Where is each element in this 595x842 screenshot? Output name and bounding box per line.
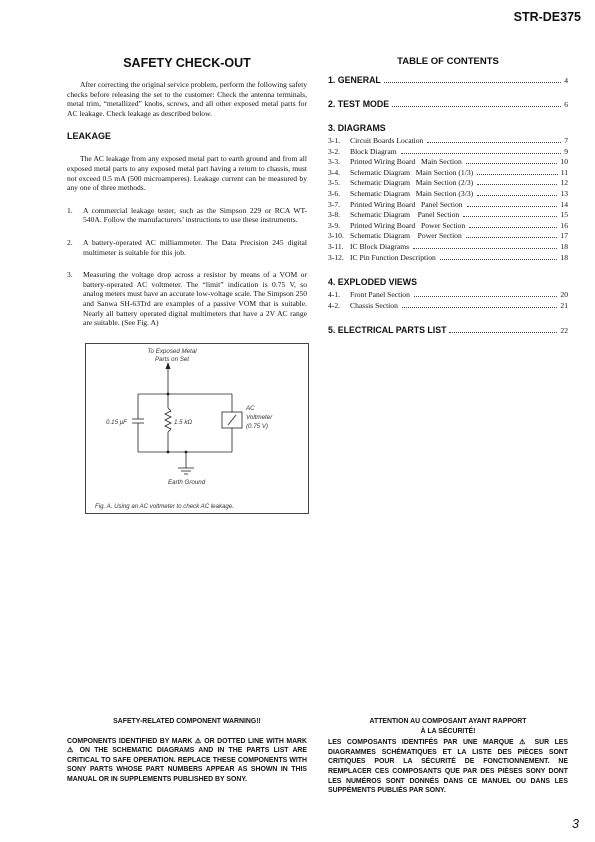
toc-section-exploded-views (328, 277, 568, 287)
toc-page-number: 11 (560, 167, 568, 177)
toc-section-label: 5. ELECTRICAL PARTS LIST (328, 325, 447, 336)
toc-item-number: 3-6. (328, 188, 341, 198)
meter-label-3: (0.75 V) (246, 422, 269, 430)
figure-a-leakage-circuit (85, 343, 309, 514)
toc-section-general[interactable] (328, 75, 568, 85)
toc-page-number: 15 (560, 210, 568, 220)
safety-component-warning-english (67, 717, 307, 785)
toc-item-number: 3-7. (328, 199, 341, 209)
dot-leader (427, 142, 561, 143)
toc-item[interactable] (328, 189, 568, 200)
method-number: 2. (67, 237, 73, 247)
method-item (67, 238, 307, 257)
toc-item-title: Front Panel Section (350, 290, 410, 300)
safety-component-warning-french (328, 717, 568, 796)
toc-item[interactable] (328, 210, 568, 221)
method-item (67, 270, 307, 328)
toc-item[interactable] (328, 168, 568, 179)
method-number: 3. (67, 270, 73, 280)
toc-item-title: Schematic Diagram Main Section (2/3) (350, 178, 474, 188)
toc-item[interactable] (328, 301, 568, 312)
toc-item-title: Printed Wiring Board Main Section (350, 157, 462, 167)
toc-page-number: 7 (564, 136, 568, 145)
toc-item-title: Chassis Section (350, 300, 398, 310)
method-item (67, 206, 307, 225)
toc-page-number: 22 (560, 326, 568, 336)
toc-item[interactable] (328, 200, 568, 211)
toc-item-number: 3-2. (328, 146, 341, 156)
toc-item[interactable] (328, 290, 568, 301)
dot-leader (449, 332, 557, 333)
toc-page-number: 10 (560, 157, 568, 167)
dot-leader (414, 296, 558, 297)
meter-label-2: Voltmeter (246, 413, 273, 421)
toc-page-number: 9 (564, 146, 568, 156)
table-of-contents (328, 56, 568, 335)
toc-page-number: 20 (560, 290, 568, 300)
toc-section-electrical-parts-list[interactable] (328, 325, 568, 335)
method-text: A battery-operated AC milliammeter. The Data Precision 245 digital multimeter is suitable for this job. (83, 237, 307, 257)
toc-item-title: Circuit Boards Location (350, 136, 424, 145)
safety-title: SAFETY CHECK-OUT (123, 56, 251, 70)
toc-page-number: 4 (564, 76, 568, 85)
toc-item-title: Schematic Diagram Main Section (3/3) (350, 188, 474, 198)
dot-leader (440, 259, 558, 260)
toc-item-number: 3-5. (328, 178, 341, 188)
warning-title-line-1: ATTENTION AU COMPOSANT AYANT RAPPORT (369, 718, 527, 725)
toc-item[interactable] (328, 242, 568, 253)
toc-section-diagrams (328, 123, 568, 133)
method-text: Measuring the voltage drop across a resistor by means of a VOM or battery-operated AC voltmeter. The “limit” indication is 0.75 V, so analog meters must have an accurate low-voltage scale. The Simpson 250 and Sanwa SH-63Trd are examples of a passive VOM that is suitable. Nearly all battery operated digital multimeters that have a 2V AC range are suitable. (See Fig. A) (83, 270, 308, 328)
toc-item-title: Printed Wiring Board Power Section (350, 220, 466, 230)
resistor-label: 1.5 kΩ (174, 418, 193, 426)
toc-item-title: Schematic Diagram Main Section (1/3) (350, 167, 474, 177)
toc-item-number: 3-9. (328, 220, 341, 230)
leakage-text: The AC leakage from any exposed metal part to earth ground and from all exposed metal parts to any exposed metal part having a return to chassis, must not exceed 0.5 mA (500 microamperes). Leakage current can be measured by any one of three methods. (67, 154, 307, 193)
toc-item-number: 3-10. (328, 231, 344, 241)
toc-item-number: 3-8. (328, 210, 341, 220)
warning-text: COMPONENTS IDENTIFIED BY MARK ⚠ OR DOTTED LINE WITH MARK ⚠ ON THE SCHEMATIC DIAGRAMS AND IN THE PARTS LIST ARE CRITICAL TO SAFE OPERATION. REPLACE THESE COMPONENTS WITH SONY PARTS WHOSE PART NUMBERS APPEAR AS SHOWN IN THIS MANUAL OR IN SUPPLEMENTS PUBLISHED BY SONY. (67, 737, 307, 783)
leakage-heading: LEAKAGE (67, 131, 112, 142)
dot-leader (477, 195, 557, 196)
method-text: A commercial leakage tester, such as the Simpson 229 or RCA WT-540A. Follow the manufacturers’ instructions to use these instruments. (83, 205, 307, 225)
figure-caption: Fig. A. Using an AC voltmeter to check AC leakage. (95, 502, 234, 510)
capacitor-label: 0.15 μF (106, 418, 127, 426)
safety-checkout-column (67, 56, 307, 514)
toc-item-number: 3-3. (328, 157, 341, 167)
ground-label: Earth Ground (168, 478, 206, 486)
dot-leader (469, 227, 557, 228)
dot-leader (467, 206, 558, 207)
toc-page-number: 21 (560, 300, 568, 310)
warning-title: SAFETY-RELATED COMPONENT WARNING!! (113, 718, 261, 725)
safety-intro: After correcting the original service problem, perform the following safety checks before releasing the set to the customer: Check the antenna terminals, metal trim, “metallized” knobs, screws, and all other exposed metal parts for AC leakage. Check leakage as described below. (67, 80, 307, 118)
toc-item-title: Block Diagram (350, 146, 397, 156)
method-number: 1. (67, 205, 73, 215)
warning-title-line-2: À LA SÉCURITÉ! (420, 727, 476, 735)
toc-section-label: 2. TEST MODE (328, 99, 390, 109)
dot-leader (463, 216, 557, 217)
toc-item[interactable] (328, 221, 568, 232)
toc-item-number: 3-11. (328, 241, 344, 251)
dot-leader (477, 174, 558, 175)
dot-leader (466, 237, 558, 238)
meter-label-1: AC (246, 404, 255, 412)
toc-section-test-mode[interactable] (328, 99, 568, 109)
toc-title: TABLE OF CONTENTS (397, 56, 499, 67)
leakage-circuit-diagram (86, 344, 308, 513)
toc-item-number: 4-1. (328, 290, 341, 300)
figure-label-top-1: To Exposed Metal (147, 347, 197, 355)
toc-page-number: 14 (560, 199, 568, 209)
toc-item-title: Schematic Diagram Power Section (350, 231, 462, 241)
toc-section-label: 3. DIAGRAMS (328, 123, 386, 133)
model-number: STR-DE375 (513, 10, 581, 24)
toc-item[interactable] (328, 147, 568, 158)
dot-leader (392, 106, 561, 107)
toc-item-title: Printed Wiring Board Panel Section (350, 199, 463, 209)
toc-page-number: 18 (560, 252, 568, 262)
toc-diagram-items (328, 136, 568, 263)
dot-leader (466, 163, 558, 164)
toc-item-number: 3-1. (328, 136, 341, 145)
toc-item-title: Schematic Diagram Panel Section (350, 210, 460, 220)
toc-item[interactable] (328, 157, 568, 168)
dot-leader (401, 153, 562, 154)
toc-page-number: 13 (560, 188, 568, 198)
toc-section-label: 4. EXPLODED VIEWS (328, 277, 417, 288)
toc-item-number: 3-12. (328, 252, 344, 262)
toc-page-number: 16 (560, 220, 568, 230)
figure-label-top-2: Parts on Set (154, 355, 190, 363)
toc-item-number: 4-2. (328, 300, 341, 310)
toc-section-label: 1. GENERAL (328, 75, 381, 85)
dot-leader (384, 82, 561, 83)
dot-leader (402, 307, 558, 308)
dot-leader (477, 184, 557, 185)
toc-item[interactable] (328, 136, 568, 147)
toc-item-title: IC Pin Function Description (350, 252, 436, 262)
toc-item[interactable] (328, 178, 568, 189)
toc-page-number: 18 (560, 241, 568, 251)
toc-item[interactable] (328, 231, 568, 242)
toc-page-number: 6 (564, 100, 568, 109)
toc-item-title: IC Block Diagrams (350, 241, 410, 251)
toc-exploded-items (328, 290, 568, 311)
toc-page-number: 17 (560, 231, 568, 241)
toc-item[interactable] (328, 253, 568, 264)
page-number: 3 (572, 817, 579, 831)
toc-page-number: 12 (560, 178, 568, 188)
toc-item-number: 3-4. (328, 167, 341, 177)
dot-leader (413, 248, 557, 249)
warning-text: LES COMPOSANTS IDENTIFÉS PAR UNE MARQUE ⚠ SUR LES DIAGRAMMES SCHÉMATIQUES ET LA LISTE DES PIÈCES SONT CRITIQUES POUR LA SÉCURITÉ DE FONCTIONNEMENT. NE REMPLACER CES COMPOSANTS QUE PAR DES PIÈSES SONY DONT LES NUMÉROS SONT DONNÉS DANS CE MANUEL OU DANS LES SUPPÉMENTS PUBLIÉS PAR SONY. (328, 739, 568, 795)
